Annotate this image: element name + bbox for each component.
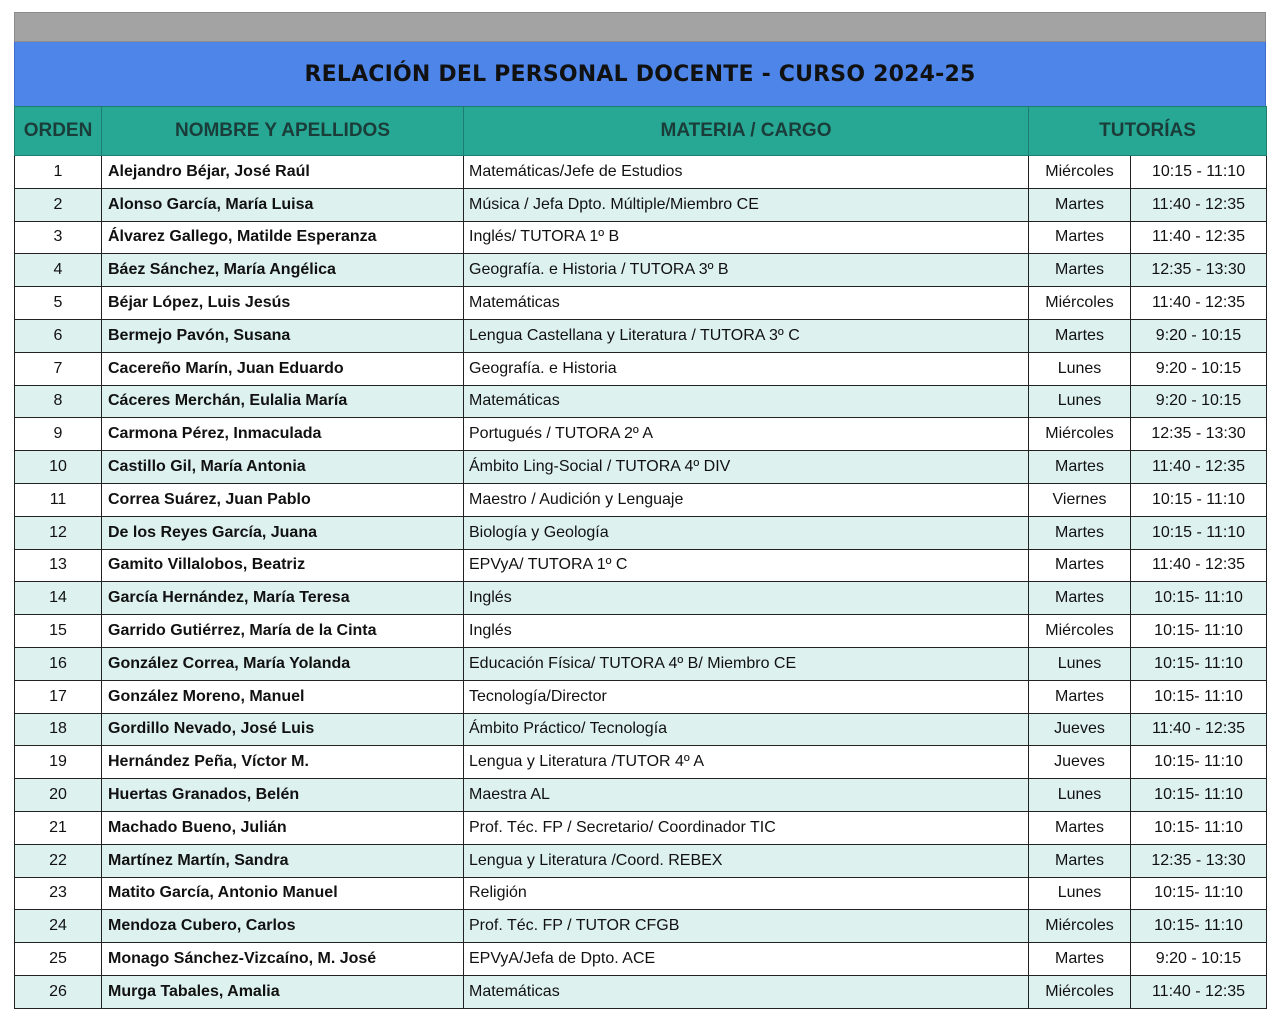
table-row bbox=[15, 385, 1267, 418]
cell-hora: 11:40 - 12:35 bbox=[1131, 451, 1267, 484]
cell-orden: 6 bbox=[15, 319, 102, 352]
cell-dia: Lunes bbox=[1029, 877, 1131, 910]
table-row bbox=[15, 713, 1267, 746]
cell-nombre: Cáceres Merchán, Eulalia María bbox=[102, 385, 464, 418]
cell-hora: 10:15- 11:10 bbox=[1131, 811, 1267, 844]
table-row bbox=[15, 287, 1267, 320]
cell-nombre: Bermejo Pavón, Susana bbox=[102, 319, 464, 352]
cell-orden: 5 bbox=[15, 287, 102, 320]
table-row bbox=[15, 943, 1267, 976]
cell-materia: Maestro / Audición y Lenguaje bbox=[464, 483, 1029, 516]
cell-materia: Geografía. e Historia / TUTORA 3º B bbox=[464, 254, 1029, 287]
cell-orden: 14 bbox=[15, 582, 102, 615]
cell-orden: 9 bbox=[15, 418, 102, 451]
cell-orden: 10 bbox=[15, 451, 102, 484]
cell-hora: 11:40 - 12:35 bbox=[1131, 188, 1267, 221]
cell-nombre: Gamito Villalobos, Beatriz bbox=[102, 549, 464, 582]
cell-dia: Lunes bbox=[1029, 779, 1131, 812]
cell-materia: Prof. Téc. FP / Secretario/ Coordinador TIC bbox=[464, 811, 1029, 844]
table-row bbox=[15, 615, 1267, 648]
cell-hora: 10:15- 11:10 bbox=[1131, 910, 1267, 943]
cell-dia: Miércoles bbox=[1029, 287, 1131, 320]
cell-hora: 10:15 - 11:10 bbox=[1131, 516, 1267, 549]
cell-materia: Religión bbox=[464, 877, 1029, 910]
cell-orden: 4 bbox=[15, 254, 102, 287]
cell-dia: Miércoles bbox=[1029, 156, 1131, 189]
cell-dia: Martes bbox=[1029, 549, 1131, 582]
cell-orden: 20 bbox=[15, 779, 102, 812]
cell-nombre: Murga Tabales, Amalia bbox=[102, 975, 464, 1008]
cell-orden: 18 bbox=[15, 713, 102, 746]
cell-orden: 15 bbox=[15, 615, 102, 648]
cell-nombre: Álvarez Gallego, Matilde Esperanza bbox=[102, 221, 464, 254]
top-grey-bar bbox=[14, 12, 1266, 42]
cell-dia: Jueves bbox=[1029, 746, 1131, 779]
table-row bbox=[15, 254, 1267, 287]
cell-nombre: De los Reyes García, Juana bbox=[102, 516, 464, 549]
page-title: RELACIÓN DEL PERSONAL DOCENTE - CURSO 2024-25 bbox=[304, 61, 976, 87]
cell-orden: 17 bbox=[15, 680, 102, 713]
cell-orden: 25 bbox=[15, 943, 102, 976]
cell-materia: Matemáticas bbox=[464, 287, 1029, 320]
cell-nombre: Cacereño Marín, Juan Eduardo bbox=[102, 352, 464, 385]
cell-hora: 11:40 - 12:35 bbox=[1131, 287, 1267, 320]
cell-orden: 11 bbox=[15, 483, 102, 516]
cell-nombre: Machado Bueno, Julián bbox=[102, 811, 464, 844]
cell-hora: 10:15- 11:10 bbox=[1131, 582, 1267, 615]
cell-nombre: Correa Suárez, Juan Pablo bbox=[102, 483, 464, 516]
cell-hora: 9:20 - 10:15 bbox=[1131, 319, 1267, 352]
cell-nombre: Gordillo Nevado, José Luis bbox=[102, 713, 464, 746]
cell-materia: EPVyA/Jefa de Dpto. ACE bbox=[464, 943, 1029, 976]
cell-hora: 11:40 - 12:35 bbox=[1131, 549, 1267, 582]
table-row bbox=[15, 221, 1267, 254]
cell-orden: 13 bbox=[15, 549, 102, 582]
header-nombre: NOMBRE Y APELLIDOS bbox=[102, 107, 464, 156]
cell-materia: Ámbito Ling-Social / TUTORA 4º DIV bbox=[464, 451, 1029, 484]
cell-dia: Miércoles bbox=[1029, 615, 1131, 648]
cell-nombre: Hernández Peña, Víctor M. bbox=[102, 746, 464, 779]
cell-nombre: Alonso García, María Luisa bbox=[102, 188, 464, 221]
cell-hora: 9:20 - 10:15 bbox=[1131, 943, 1267, 976]
header-row bbox=[15, 107, 1267, 156]
staff-table bbox=[14, 106, 1267, 1009]
cell-hora: 10:15- 11:10 bbox=[1131, 746, 1267, 779]
cell-hora: 12:35 - 13:30 bbox=[1131, 418, 1267, 451]
table-row bbox=[15, 910, 1267, 943]
cell-nombre: Garrido Gutiérrez, María de la Cinta bbox=[102, 615, 464, 648]
cell-orden: 21 bbox=[15, 811, 102, 844]
staff-sheet bbox=[14, 12, 1266, 1009]
table-row bbox=[15, 975, 1267, 1008]
cell-dia: Martes bbox=[1029, 451, 1131, 484]
cell-materia: Lengua y Literatura /TUTOR 4º A bbox=[464, 746, 1029, 779]
cell-dia: Jueves bbox=[1029, 713, 1131, 746]
cell-hora: 9:20 - 10:15 bbox=[1131, 352, 1267, 385]
cell-nombre: Carmona Pérez, Inmaculada bbox=[102, 418, 464, 451]
cell-dia: Viernes bbox=[1029, 483, 1131, 516]
cell-hora: 10:15- 11:10 bbox=[1131, 647, 1267, 680]
cell-materia: Inglés bbox=[464, 582, 1029, 615]
cell-materia: Matemáticas/Jefe de Estudios bbox=[464, 156, 1029, 189]
cell-nombre: Monago Sánchez-Vizcaíno, M. José bbox=[102, 943, 464, 976]
cell-nombre: Castillo Gil, María Antonia bbox=[102, 451, 464, 484]
table-row bbox=[15, 844, 1267, 877]
cell-dia: Miércoles bbox=[1029, 418, 1131, 451]
cell-materia: Inglés/ TUTORA 1º B bbox=[464, 221, 1029, 254]
cell-hora: 11:40 - 12:35 bbox=[1131, 221, 1267, 254]
cell-hora: 10:15 - 11:10 bbox=[1131, 156, 1267, 189]
cell-hora: 10:15- 11:10 bbox=[1131, 680, 1267, 713]
cell-nombre: Martínez Martín, Sandra bbox=[102, 844, 464, 877]
cell-orden: 24 bbox=[15, 910, 102, 943]
cell-materia: EPVyA/ TUTORA 1º C bbox=[464, 549, 1029, 582]
table-row bbox=[15, 516, 1267, 549]
table-row bbox=[15, 549, 1267, 582]
cell-hora: 12:35 - 13:30 bbox=[1131, 254, 1267, 287]
table-row bbox=[15, 319, 1267, 352]
cell-hora: 10:15- 11:10 bbox=[1131, 779, 1267, 812]
cell-orden: 2 bbox=[15, 188, 102, 221]
table-row bbox=[15, 483, 1267, 516]
cell-materia: Música / Jefa Dpto. Múltiple/Miembro CE bbox=[464, 188, 1029, 221]
table-row bbox=[15, 680, 1267, 713]
cell-materia: Biología y Geología bbox=[464, 516, 1029, 549]
table-body bbox=[15, 156, 1267, 1009]
cell-orden: 19 bbox=[15, 746, 102, 779]
cell-hora: 10:15- 11:10 bbox=[1131, 615, 1267, 648]
cell-materia: Portugués / TUTORA 2º A bbox=[464, 418, 1029, 451]
cell-materia: Tecnología/Director bbox=[464, 680, 1029, 713]
table-row bbox=[15, 156, 1267, 189]
cell-materia: Lengua Castellana y Literatura / TUTORA 3º C bbox=[464, 319, 1029, 352]
table-row bbox=[15, 746, 1267, 779]
cell-dia: Martes bbox=[1029, 811, 1131, 844]
cell-materia: Matemáticas bbox=[464, 385, 1029, 418]
header-orden: ORDEN bbox=[15, 107, 102, 156]
table-row bbox=[15, 877, 1267, 910]
cell-dia: Martes bbox=[1029, 582, 1131, 615]
header-materia: MATERIA / CARGO bbox=[464, 107, 1029, 156]
table-row bbox=[15, 451, 1267, 484]
cell-dia: Lunes bbox=[1029, 352, 1131, 385]
cell-orden: 22 bbox=[15, 844, 102, 877]
cell-orden: 7 bbox=[15, 352, 102, 385]
cell-dia: Miércoles bbox=[1029, 910, 1131, 943]
cell-dia: Martes bbox=[1029, 516, 1131, 549]
cell-nombre: Huertas Granados, Belén bbox=[102, 779, 464, 812]
table-row bbox=[15, 647, 1267, 680]
cell-orden: 16 bbox=[15, 647, 102, 680]
cell-dia: Lunes bbox=[1029, 385, 1131, 418]
cell-orden: 8 bbox=[15, 385, 102, 418]
cell-materia: Maestra AL bbox=[464, 779, 1029, 812]
table-row bbox=[15, 188, 1267, 221]
cell-nombre: González Correa, María Yolanda bbox=[102, 647, 464, 680]
cell-materia: Matemáticas bbox=[464, 975, 1029, 1008]
cell-materia: Ámbito Práctico/ Tecnología bbox=[464, 713, 1029, 746]
cell-dia: Martes bbox=[1029, 680, 1131, 713]
cell-hora: 11:40 - 12:35 bbox=[1131, 713, 1267, 746]
cell-nombre: Alejandro Béjar, José Raúl bbox=[102, 156, 464, 189]
cell-nombre: Matito García, Antonio Manuel bbox=[102, 877, 464, 910]
cell-hora: 11:40 - 12:35 bbox=[1131, 975, 1267, 1008]
cell-materia: Educación Física/ TUTORA 4º B/ Miembro CE bbox=[464, 647, 1029, 680]
table-row bbox=[15, 811, 1267, 844]
cell-hora: 9:20 - 10:15 bbox=[1131, 385, 1267, 418]
cell-nombre: Báez Sánchez, María Angélica bbox=[102, 254, 464, 287]
cell-orden: 1 bbox=[15, 156, 102, 189]
cell-dia: Martes bbox=[1029, 943, 1131, 976]
cell-dia: Martes bbox=[1029, 188, 1131, 221]
table-row bbox=[15, 418, 1267, 451]
cell-dia: Martes bbox=[1029, 319, 1131, 352]
cell-dia: Miércoles bbox=[1029, 975, 1131, 1008]
cell-orden: 23 bbox=[15, 877, 102, 910]
cell-dia: Martes bbox=[1029, 254, 1131, 287]
cell-hora: 12:35 - 13:30 bbox=[1131, 844, 1267, 877]
cell-materia: Inglés bbox=[464, 615, 1029, 648]
cell-nombre: González Moreno, Manuel bbox=[102, 680, 464, 713]
cell-materia: Prof. Téc. FP / TUTOR CFGB bbox=[464, 910, 1029, 943]
cell-nombre: García Hernández, María Teresa bbox=[102, 582, 464, 615]
cell-nombre: Mendoza Cubero, Carlos bbox=[102, 910, 464, 943]
cell-dia: Martes bbox=[1029, 844, 1131, 877]
cell-materia: Lengua y Literatura /Coord. REBEX bbox=[464, 844, 1029, 877]
cell-orden: 12 bbox=[15, 516, 102, 549]
cell-orden: 3 bbox=[15, 221, 102, 254]
table-row bbox=[15, 779, 1267, 812]
cell-nombre: Béjar López, Luis Jesús bbox=[102, 287, 464, 320]
header-tutorias: TUTORÍAS bbox=[1029, 107, 1267, 156]
cell-materia: Geografía. e Historia bbox=[464, 352, 1029, 385]
table-row bbox=[15, 352, 1267, 385]
cell-dia: Martes bbox=[1029, 221, 1131, 254]
cell-orden: 26 bbox=[15, 975, 102, 1008]
cell-dia: Lunes bbox=[1029, 647, 1131, 680]
table-row bbox=[15, 582, 1267, 615]
title-bar bbox=[14, 42, 1266, 106]
cell-hora: 10:15- 11:10 bbox=[1131, 877, 1267, 910]
cell-hora: 10:15 - 11:10 bbox=[1131, 483, 1267, 516]
